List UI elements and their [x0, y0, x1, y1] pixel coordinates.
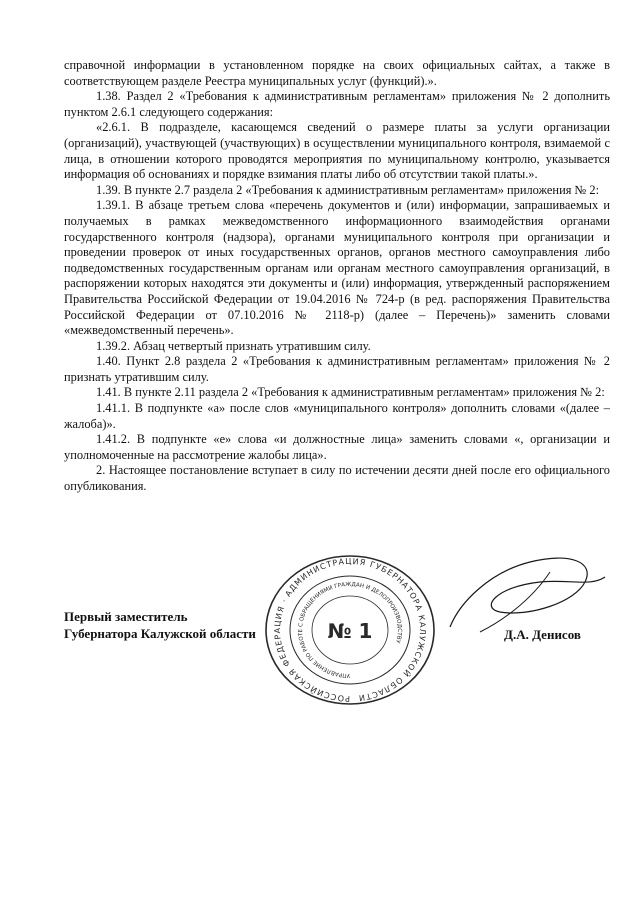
paragraph: 1.39.1. В абзаце третьем слова «перечень документов и (или) информации, запрашиваемых и получаемых в рамках межведомственного информационного взаимодействия органами государственного контроля (надзора), органами муниципального контроля при организации и проведении проверок от иных государственных органов, органов местного самоуправления либо подведомственных государственным органам или органам местного самоуправления организаций, в распоряжении которых находятся эти документы и (или) информация, утвержденный распоряжением Правительства Российской Федерации от 19.04.2016 № 724-р (в ред. распоряжения Правительства Российской Федерации от 07.10.2016 № 2118-р) (далее – Перечень)» заменить словами «межведомственный перечень». [64, 198, 610, 338]
paragraph: 1.41. В пункте 2.11 раздела 2 «Требования к административным регламентам» приложения № 2: [96, 385, 605, 400]
paragraph: справочной информации в установленном порядке на своих официальных сайтах, а также в соответствующем разделе Реестра муниципальных услуг (функций).». [64, 58, 610, 88]
paragraph: 1.39. В пункте 2.7 раздела 2 «Требования к административным регламентам» приложения № 2: [96, 182, 600, 197]
signer-position-line1: Первый заместитель [64, 609, 188, 624]
signer-name: Д.А. Денисов [504, 627, 581, 642]
paragraph: 1.38. Раздел 2 «Требования к административным регламентам» приложения № 2 дополнить пунктом 2.6.1 следующего содержания: [64, 89, 610, 119]
paragraph: 2. Настоящее постановление вступает в силу по истечении десяти дней после его официального опубликования. [64, 463, 610, 494]
paragraph: 1.40. Пункт 2.8 раздела 2 «Требования к административным регламентам» приложения № 2 признать утратившим силу. [64, 354, 610, 384]
svg-text:РОССИЙСКАЯ ФЕДЕРАЦИЯ · АДМИНИС: РОССИЙСКАЯ ФЕДЕРАЦИЯ · АДМИНИСТРАЦИЯ ГУБЕРНАТОРА КАЛУЖСКОЙ ОБЛАСТИ [273, 556, 428, 704]
paragraph: 1.39.2. Абзац четвертый признать утратившим силу. [96, 338, 371, 353]
handwritten-signature [420, 532, 620, 652]
document-body [64, 58, 610, 495]
signer-position-line2: Губернатора Калужской области [64, 626, 256, 641]
svg-text:УПРАВЛЕНИЕ ПО РАБОТЕ С ОБРАЩЕН: УПРАВЛЕНИЕ ПО РАБОТЕ С ОБРАЩЕНИЯМИ ГРАЖДАН И ДЕЛОПРОИЗВОДСТВУ [298, 581, 403, 679]
paragraph: 1.41.2. В подпункте «е» слова «и должностные лица» заменить словами «, организации и уполномоченные на рассмотрение жалобы лица». [64, 432, 610, 462]
paragraph: 1.41.1. В подпункте «а» после слов «муниципального контроля» дополнить словами «(далее – жалоба)». [64, 401, 610, 431]
paragraph: «2.6.1. В подразделе, касающемся сведений о размере платы за услуги организации (организаций), участвующей (участвующих) в осуществлении муниципального контроля, взимаемой с лица, в отношении которого проводятся мероприятия по муниципальному контролю, указывается информация об основаниях и порядке взимания платы либо об отсутствии такой платы.». [64, 120, 610, 182]
svg-text:№ 1: № 1 [327, 619, 373, 643]
